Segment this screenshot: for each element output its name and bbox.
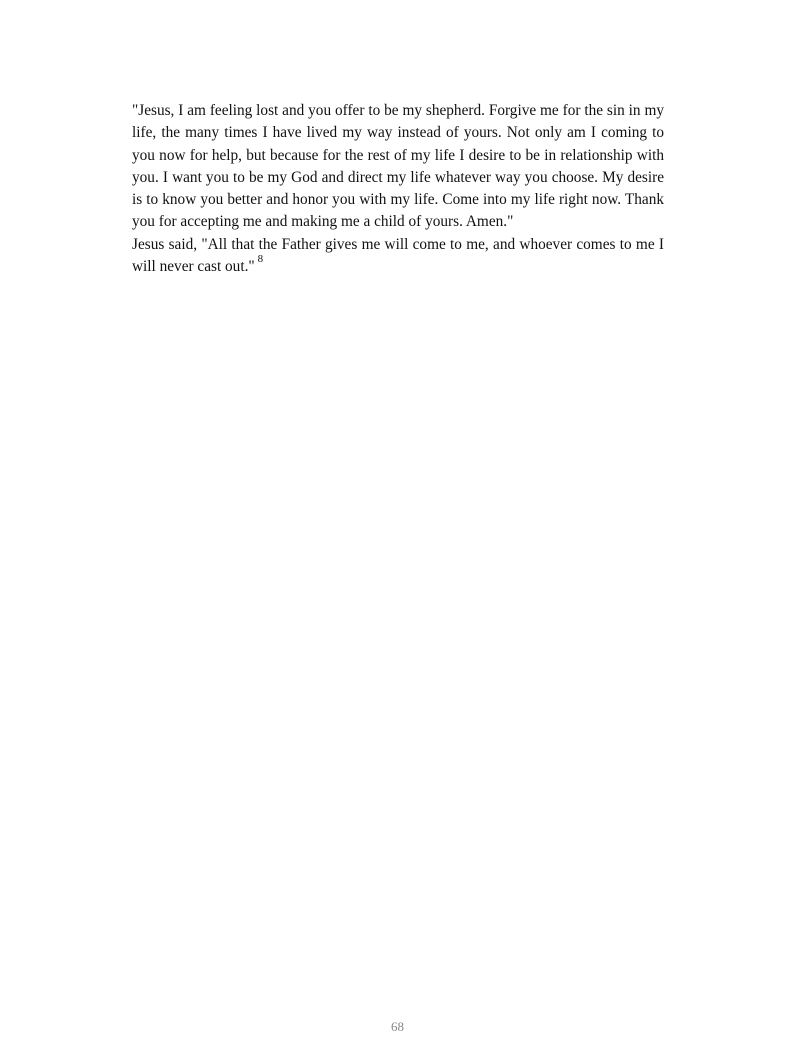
prayer-paragraph: "Jesus, I am feeling lost and you offer to be my shepherd. Forgive me for the sin in my life, the many times I have lived my way instead of yours. Not only am I coming to you now for help, but because for the rest of my life I desire to be in relationship with you. I want you to be my God and direct my life whatever way you choose. My desire is to know you better and honor you with my life. Come into my life right now. Thank you for accepting me and making me a child of yours. Amen." (132, 102, 664, 231)
footnote-marker[interactable]: 8 (257, 252, 264, 265)
quote-paragraph (132, 234, 664, 279)
quote-text: Jesus said, "All that the Father gives me will come to me, and whoever comes to me I will never cast out." (132, 235, 664, 276)
body-text (132, 100, 664, 278)
page-number: 68 (391, 1019, 404, 1034)
